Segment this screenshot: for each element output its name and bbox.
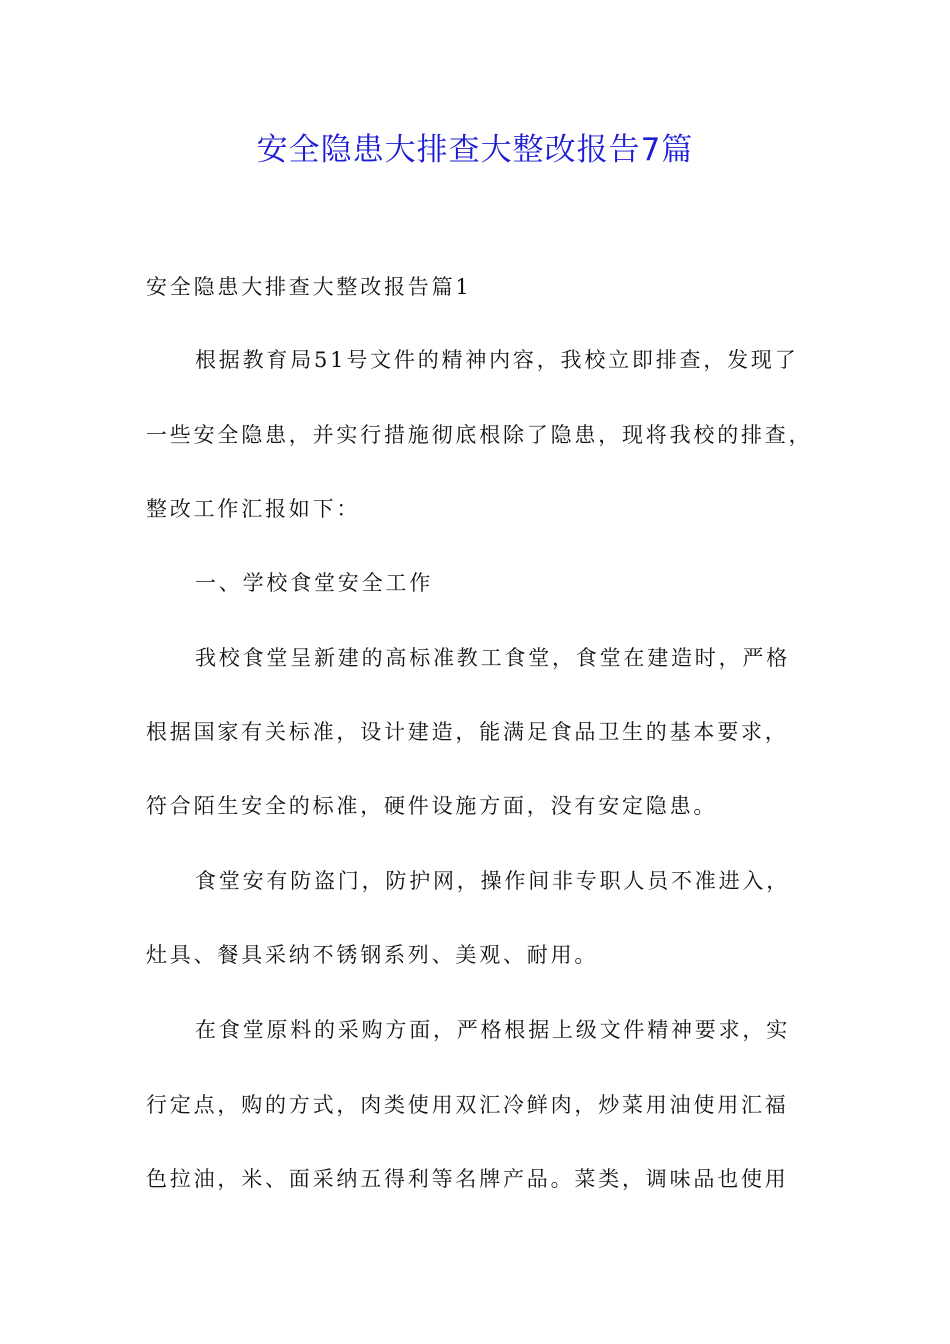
paragraph-line: 灶具、餐具采纳不锈钢系列、美观、耐用。 xyxy=(146,943,599,967)
paragraph-line: 色拉油，米、面采纳五得利等名牌产品。菜类，调味品也使用 xyxy=(146,1167,789,1191)
paragraph-line: 整改工作汇报如下： xyxy=(146,497,361,521)
paragraph-line: 行定点，购的方式，肉类使用双汇冷鲜肉，炒菜用油使用汇福 xyxy=(146,1093,789,1117)
paragraph-line: 根据国家有关标准，设计建造，能满足食品卫生的基本要求， xyxy=(146,720,789,744)
paragraph-line: 符合陌生安全的标准，硬件设施方面，没有安定隐患。 xyxy=(146,794,718,818)
subsection-heading: 一、学校食堂安全工作 xyxy=(195,571,433,595)
document-title: 安全隐患大排查大整改报告7篇 xyxy=(256,132,694,168)
paragraph-line: 一些安全隐患，并实行措施彻底根除了隐患，现将我校的排查， xyxy=(146,423,813,447)
section-heading: 安全隐患大排查大整改报告篇1 xyxy=(146,275,472,299)
paragraph-line: 根据教育局51号文件的精神内容，我校立即排查，发现了 xyxy=(195,348,799,372)
paragraph-line: 我校食堂呈新建的高标准教工食堂，食堂在建造时，严格 xyxy=(195,646,790,670)
paragraph-line: 在食堂原料的采购方面，严格根据上级文件精神要求，实 xyxy=(195,1018,790,1042)
paragraph-line: 食堂安有防盗门，防护网，操作间非专职人员不准进入， xyxy=(195,869,790,893)
